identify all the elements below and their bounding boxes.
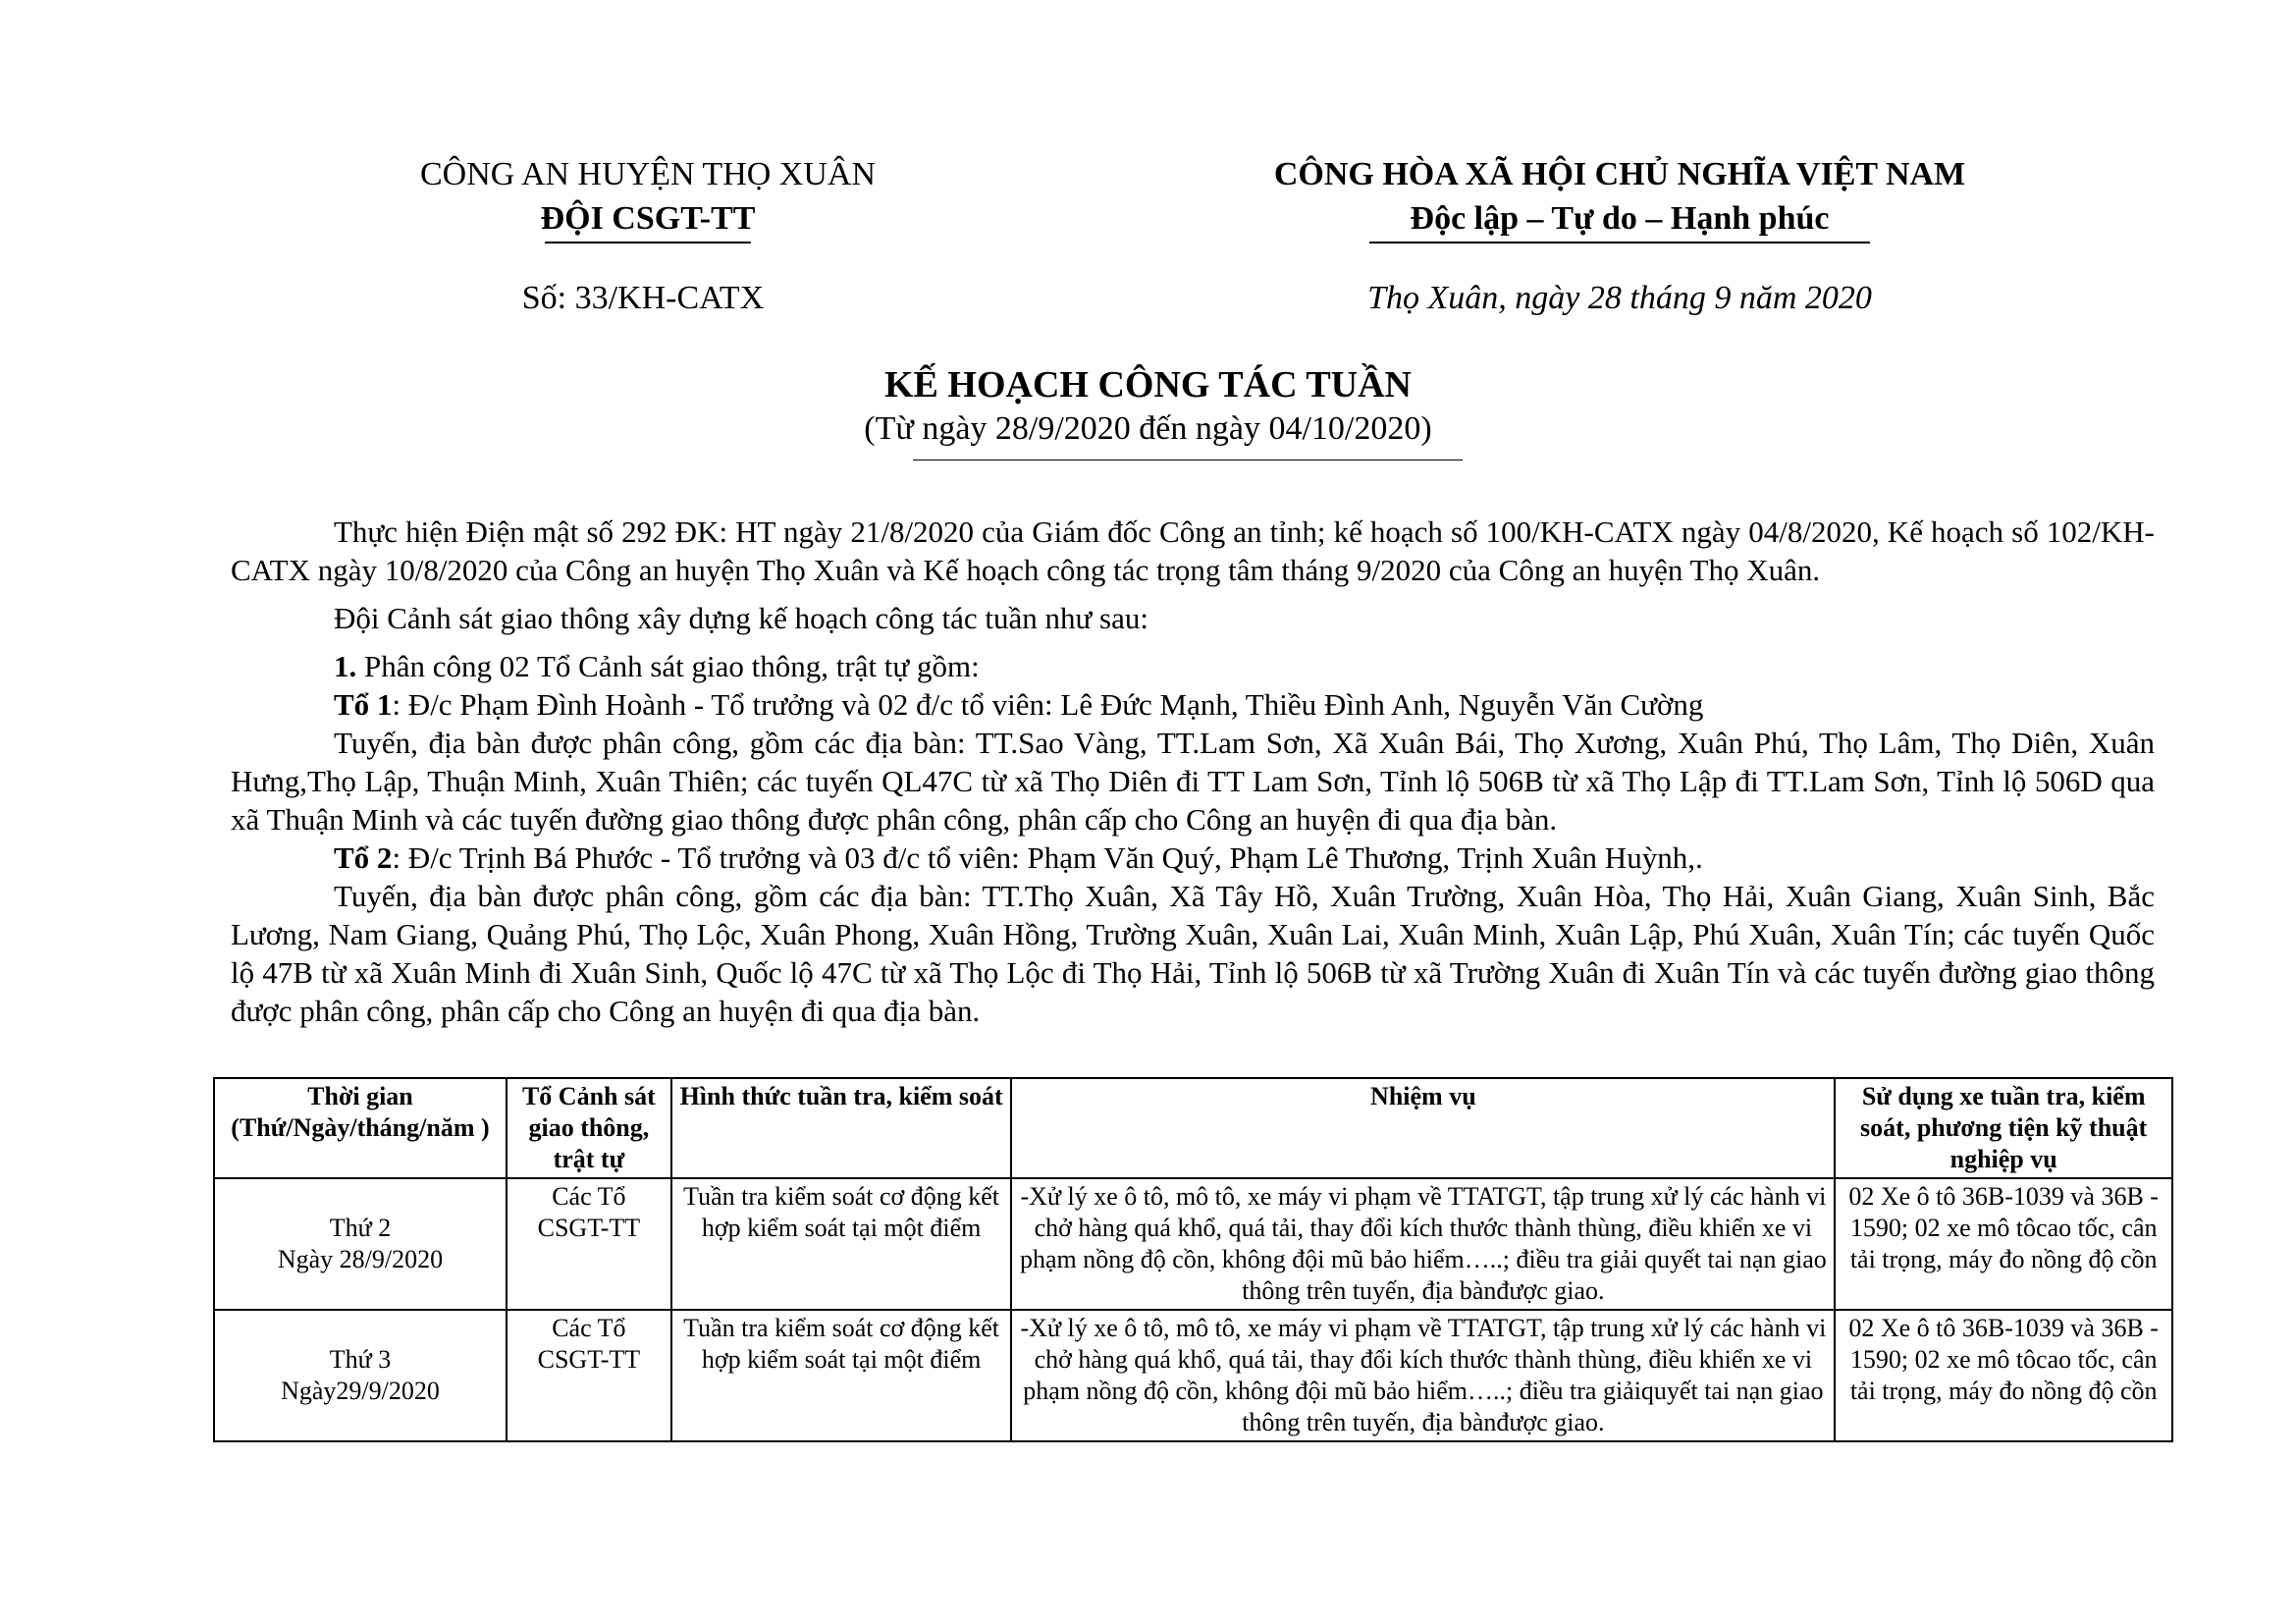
motto: Độc lập – Tự do – Hạnh phúc (1410, 200, 1830, 237)
cell-date: Ngày 28/9/2020 (277, 1245, 444, 1273)
header-right (1178, 152, 2061, 241)
team-2-area: Tuyến, địa bàn được phân công, gồm các địa bàn: TT.Thọ Xuân, Xã Tây Hồ, Xuân Trường, Xuân Hòa, Thọ Hải, Xuân Giang, Xuân Sinh, Bắc Lương, Nam Giang, Quảng Phú, Thọ Lộc, Xuân Phong, Xuân Hồng, Trường Xuân, Xuân Lai, Xuân Minh, Xuân Lập, Phú Xuân, Xuân Tín; các tuyến Quốc lộ 47B từ xã Xuân Minh đi Xuân Sinh, Quốc lộ 47C từ xã Thọ Lộc đi Thọ Hải, Tỉnh lộ 506B từ xã Trường Xuân đi Xuân Tín và các tuyến đường giao thông được phân công, phân cấp cho Công an huyện đi qua địa bàn. (231, 879, 2155, 1028)
team-2-label: Tổ 2 (334, 840, 393, 875)
team-2 (231, 839, 2155, 877)
table-header-row (214, 1078, 2172, 1178)
place-date: Thọ Xuân, ngày 28 tháng 9 năm 2020 (1367, 280, 1872, 316)
cell-team: Các Tổ CSGT-TT (507, 1310, 671, 1441)
cell-task: -Xử lý xe ô tô, mô tô, xe máy vi phạm về TTATGT, tập trung xử lý các hành vi chở hàng quá khổ, quá tải, thay đổi kích thước thành thùng, điều khiển xe vi phạm nồng độ cồn, không đội mũ bảo hiểm…..; điều tra giải quyết tai nạn giao thông trên tuyến, địa bànđược giao. (1011, 1178, 1835, 1310)
cell-form: Tuần tra kiểm soát cơ động kết hợp kiểm soát tại một điểm (671, 1310, 1012, 1441)
page-subtitle: (Từ ngày 28/9/2020 đến ngày 04/10/2020) (864, 410, 1432, 447)
team-1-area: Tuyến, địa bàn được phân công, gồm các địa bàn: TT.Sao Vàng, TT.Lam Sơn, Xã Xuân Bái, Thọ Xương, Xuân Phú, Thọ Lâm, Thọ Diên, Xuân Hưng,Thọ Lập, Thuận Minh, Xuân Thiên; các tuyến QL47C từ xã Thọ Diên đi TT Lam Sơn, Tỉnh lộ 506B từ xã Thọ Lập đi TT.Lam Sơn, Tỉnh lộ 506D qua xã Thuận Minh và các tuyến đường giao thông được phân công, phân cấp cho Công an huyện đi qua địa bàn. (231, 726, 2155, 837)
schedule-table (213, 1077, 2173, 1442)
col-header-form: Hình thức tuần tra, kiểm soát (671, 1078, 1012, 1178)
body-text (231, 513, 2155, 1030)
col-header-time: Thời gian (Thứ/Ngày/tháng/năm ) (214, 1078, 507, 1178)
team-2-text: : Đ/c Trịnh Bá Phước - Tổ trưởng và 03 đ/c tổ viên: Phạm Văn Quý, Phạm Lê Thương, Trịnh Xuân Huỳnh,. (392, 840, 1703, 875)
cell-time (214, 1178, 507, 1310)
agency-name: CÔNG AN HUYỆN THỌ XUÂN (419, 156, 877, 192)
cell-time (214, 1310, 507, 1441)
header-left (324, 152, 972, 241)
team-1 (231, 685, 2155, 724)
page-title: KẾ HOẠCH CÔNG TÁC TUẦN (884, 364, 1412, 406)
cell-day: Thứ 3 (329, 1345, 392, 1374)
cell-team: Các Tổ CSGT-TT (507, 1178, 671, 1310)
unit-name: ĐỘI CSGT-TT (540, 200, 756, 237)
section-1-number: 1. (334, 649, 357, 683)
motto-underline (1369, 242, 1870, 243)
section-1 (231, 647, 2155, 685)
table-row (214, 1310, 2172, 1441)
doc-number: Số: 33/KH-CATX (521, 280, 765, 316)
team-1-label: Tổ 1 (334, 687, 393, 722)
col-header-vehicles: Sử dụng xe tuần tra, kiểm soát, phương tiện kỹ thuật nghiệp vụ (1835, 1078, 2172, 1178)
section-1-text: Phân công 02 Tổ Cảnh sát giao thông, trật tự gồm: (356, 649, 980, 683)
cell-vehicles: 02 Xe ô tô 36B-1039 và 36B - 1590; 02 xe mô tôcao tốc, cân tải trọng, máy đo nồng độ cồn (1835, 1178, 2172, 1310)
country-name: CÔNG HÒA XÃ HỘI CHỦ NGHĨA VIỆT NAM (1273, 156, 1966, 192)
cell-form: Tuần tra kiểm soát cơ động kết hợp kiểm soát tại một điểm (671, 1178, 1012, 1310)
cell-vehicles: 02 Xe ô tô 36B-1039 và 36B - 1590; 02 xe mô tôcao tốc, cân tải trọng, máy đo nồng độ cồn (1835, 1310, 2172, 1441)
cell-date: Ngày29/9/2020 (281, 1377, 440, 1405)
intro-paragraph-2: Đội Cảnh sát giao thông xây dựng kế hoạch công tác tuần như sau: (334, 601, 1148, 635)
cell-task: -Xử lý xe ô tô, mô tô, xe máy vi phạm về TTATGT, tập trung xử lý các hành vi chở hàng quá khổ, quá tải, thay đổi kích thước thành thùng, điều khiển xe vi phạm nồng độ cồn, không đội mũ bảo hiểm…..; điều tra giảiquyết tai nạn giao thông trên tuyến, địa bànđược giao. (1011, 1310, 1835, 1441)
team-1-text: : Đ/c Phạm Đình Hoành - Tổ trưởng và 02 đ/c tổ viên: Lê Đức Mạnh, Thiều Đình Anh, Nguyễn Văn Cường (392, 687, 1704, 722)
col-header-task: Nhiệm vụ (1011, 1078, 1835, 1178)
col-header-team: Tổ Cảnh sát giao thông, trật tự (507, 1078, 671, 1178)
cell-day: Thứ 2 (329, 1214, 392, 1242)
unit-underline (545, 242, 751, 243)
intro-paragraph: Thực hiện Điện mật số 292 ĐK: HT ngày 21/8/2020 của Giám đốc Công an tỉnh; kế hoạch số 100/KH-CATX ngày 04/8/2020, Kế hoạch số 102/KH-CATX ngày 10/8/2020 của Công an huyện Thọ Xuân và Kế hoạch công tác trọng tâm tháng 9/2020 của Công an huyện Thọ Xuân. (231, 514, 2155, 587)
table-row (214, 1178, 2172, 1310)
